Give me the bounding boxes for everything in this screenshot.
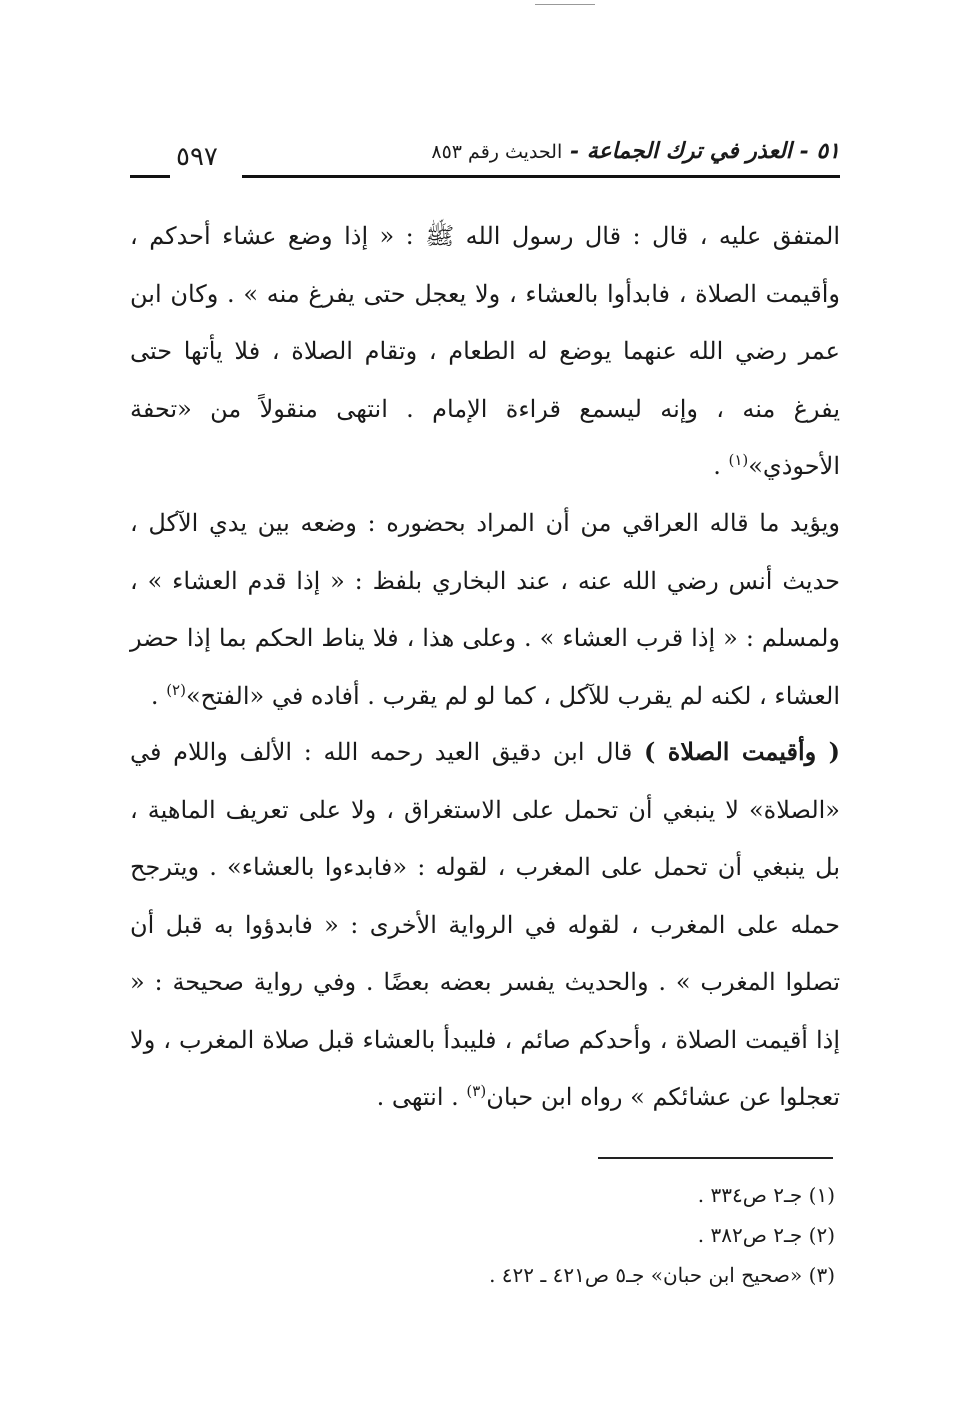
paragraph-tail: . [713, 452, 729, 480]
footnotes [275, 1175, 835, 1295]
footnote-ref-2[interactable]: (٢) [166, 680, 186, 699]
footnote-separator [598, 1157, 833, 1159]
paragraph-1 [130, 208, 840, 496]
paragraph-text: قال ابن دقيق العيد رحمه الله : الألف واللام في «الصلاة» لا ينبغي أن تحمل على الاستغراق ، ولا على تعريف الماهية ، بل ينبغي أن تحمل على المغرب ، لقوله : «فابدءوا بالعشاء» . ويترجح حمله على المغرب ، لقوله في الرواية الأخرى : « فابدؤوا به قبل أن تصلوا المغرب » . والحديث يفسر بعضه بعضًا . وفي رواية صحيحة : « إذا أقيمت الصلاة ، وأحدكم صائم ، فليبدأ بالعشاء قبل صلاة المغرب ، ولا تعجلوا عن عشائكم » رواه ابن حبان [130, 738, 840, 1111]
hadith-reference: الحديث رقم ٨٥٣ [431, 141, 563, 163]
paragraph-tail: . انتهى . [376, 1083, 467, 1111]
chapter-title: ٥١ - العذر في ترك الجماعة - [569, 138, 840, 164]
page-number-dash [130, 175, 170, 178]
footnote-ref-3[interactable]: (٣) [466, 1082, 487, 1100]
paragraph-text: المتفق عليه ، قال : قال رسول الله ﷺ : « إذا وضع عشاء أحدكم ، وأقيمت الصلاة ، فابدأوا بالعشاء ، ولا يعجل حتى يفرغ منه » . وكان ابن عمر رضي الله عنهما يوضع له الطعام ، وتقام الصلاة ، فلا يأتها حتى يفرغ منه ، وإنه ليسمع قراءة الإمام . انتهى منقولاً من «تحفة الأحوذي» [130, 222, 840, 480]
paragraph-3 [130, 723, 840, 1127]
header-title [431, 138, 840, 164]
footnote-2: (٢) جـ٢ ص٣٨٢ . [697, 1223, 835, 1247]
page-number: ٥٩٧ [176, 142, 218, 172]
paragraph-2 [130, 495, 840, 725]
footnote-1: (١) جـ٢ ص٣٣٤ . [697, 1183, 835, 1207]
footnote-3: (٣) «صحيح ابن حبان» جـ٥ ص٤٢١ ـ ٤٢٢ . [489, 1263, 835, 1287]
scan-edge-mark [535, 4, 595, 5]
paragraph-text: ويؤيد ما قاله العراقي من أن المراد بحضوره : وضعه بين يدي الآكل ، حديث أنس رضي الله عنه ، عند البخاري بلفظ : « إذا قدم العشاء » ، ولمسلم : « إذا قرب العشاء » . وعلى هذا ، فلا يناط الحكم بما إذا حضر العشاء ، لكنه لم يقرب للآكل ، كما لو لم يقرب . أفاده في «الفتح» [130, 509, 840, 710]
header-rule [242, 175, 840, 178]
quoted-phrase: ( وأقيمت الصلاة ) [644, 737, 840, 766]
running-header [130, 130, 840, 182]
paragraph-tail: . [150, 681, 167, 710]
footnote-ref-1[interactable]: (١) [728, 451, 749, 469]
